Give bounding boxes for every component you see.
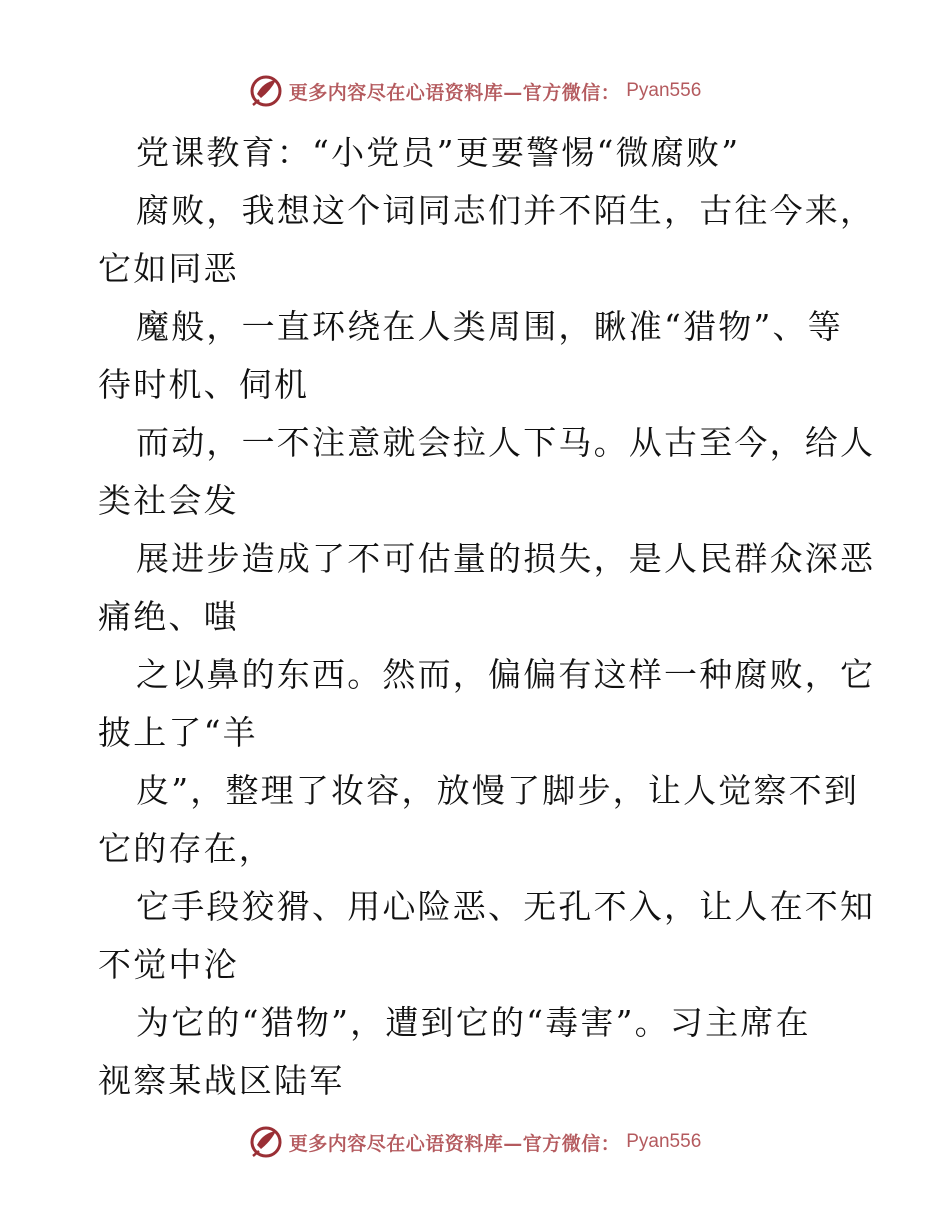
footer-watermark [0, 1125, 950, 1159]
text-line: 之以鼻的东西。然而，偏偏有这样一种腐败，它 [136, 655, 876, 694]
text-line: 类社会发 [98, 481, 239, 520]
watermark-text: 更多内容尽在心语资料库—官方微信： [288, 1132, 621, 1155]
text-line: 它的存在， [98, 829, 274, 868]
text-line: 为它的“猎物”，遭到它的“毒害”。习主席在 [136, 1003, 811, 1042]
text-line: 它如同恶 [98, 249, 239, 288]
text-line: 待时机、伺机 [98, 365, 310, 404]
text-line: 皮”，整理了妆容，放慢了脚步，让人觉察不到 [136, 771, 860, 810]
text-line: 而动，一不注意就会拉人下马。从古至今，给人 [136, 423, 876, 462]
watermark-wechat-id: Pyan556 [626, 80, 702, 101]
text-line: 痛绝、嗤 [98, 597, 239, 636]
document-body [98, 124, 876, 1110]
text-line: 魔般，一直环绕在人类周围，瞅准“猎物”、等 [136, 307, 843, 346]
text-line: 腐败，我想这个词同志们并不陌生，古往今来， [136, 191, 876, 230]
text-line: 展进步造成了不可估量的损失，是人民群众深恶 [136, 539, 876, 578]
text-line: 不觉中沦 [98, 945, 239, 984]
text-line: 视察某战区陆军 [98, 1061, 345, 1100]
pen-logo-icon [249, 74, 283, 108]
header-watermark [0, 74, 950, 108]
watermark-wechat-id: Pyan556 [626, 1131, 702, 1152]
watermark-text: 更多内容尽在心语资料库—官方微信： [288, 81, 621, 104]
pen-logo-icon [249, 1125, 283, 1159]
document-title: 党课教育：“小党员”更要警惕“微腐败” [136, 133, 741, 172]
text-line: 它手段狡猾、用心险恶、无孔不入，让人在不知 [136, 887, 876, 926]
text-line: 披上了“羊 [98, 713, 258, 752]
